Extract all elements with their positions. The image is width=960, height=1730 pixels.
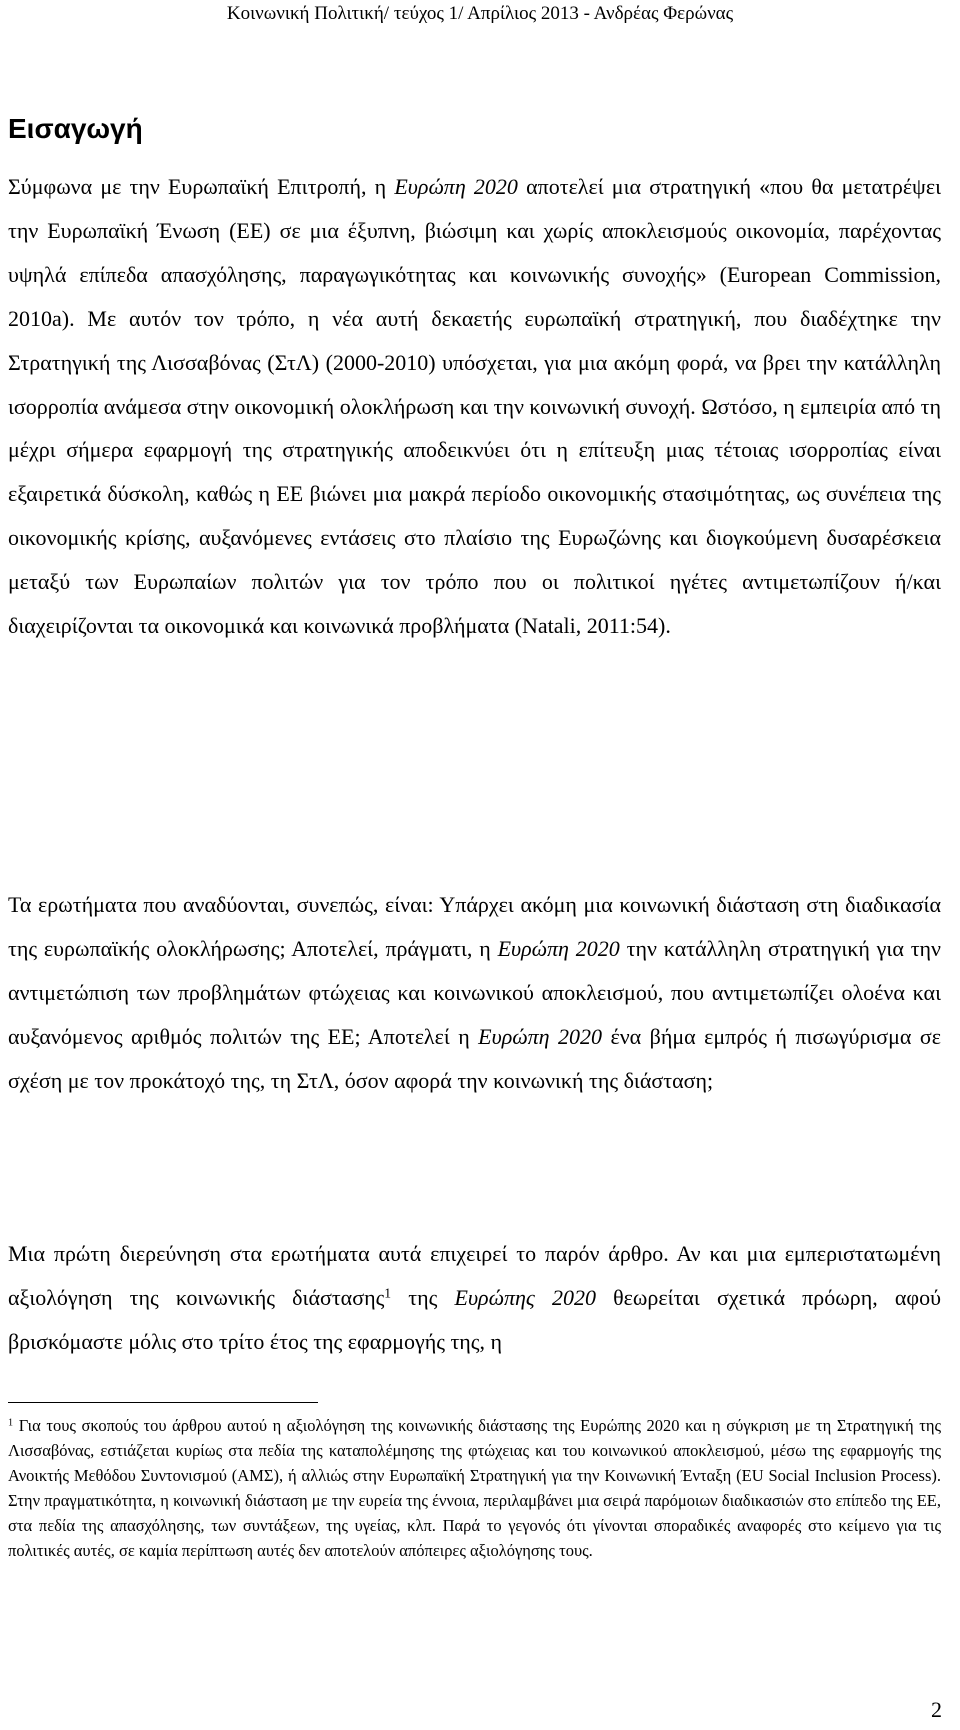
paragraph-text: Μια πρώτη διερεύνηση στα ερωτήματα αυτά επιχειρεί το παρόν άρθρο. Αν και μια εμπεριστατωμένη αξιολόγηση της κοινωνικής διάστασης: [8, 1241, 941, 1310]
footnote-separator: [8, 1402, 318, 1403]
footnote: [8, 1413, 941, 1564]
paragraph-text: Σύμφωνα με την Ευρωπαϊκή Επιτροπή, η: [8, 174, 395, 199]
italic-term: Ευρώπη 2020: [497, 935, 620, 961]
paragraph-1: [8, 165, 941, 648]
italic-term: Ευρώπης 2020: [454, 1284, 596, 1310]
italic-term: Ευρώπη 2020: [394, 174, 518, 199]
running-header: Κοινωνική Πολιτική/ τεύχος 1/ Απρίλιος 2013 - Ανδρέας Φερώνας: [226, 3, 734, 24]
section-title: Εισαγωγή: [8, 113, 143, 144]
footnote-text: Για τους σκοπούς του άρθρου αυτού η αξιολόγηση της κοινωνικής διάστασης της Ευρώπης 2020 και η σύγκριση με τη Στρατηγική της Λισσαβόνας, εστιάζεται κυρίως στα πεδία της καταπολέμησης της φτώχειας και του κοινωνικού αποκλεισμού, μέσω της εφαρμογής της Ανοικτής Μεθόδου Συντονισμού (ΑΜΣ), ή αλλιώς στην Ευρωπαϊκή Στρατηγική για την Κοινωνική Ένταξη (EU Social Inclusion Process). Στην πραγματικότητα, η κοινωνική διάσταση με την ευρεία της έννοια, περιλαμβάνει μια σειρά παρόμοιων διαδικασιών στο επίπεδο της ΕΕ, στα πεδία της απασχόλησης, των συντάξεων, της υγείας, κλπ. Παρά το γεγονός ότι γίνονται σποραδικές αναφορές στο κείμενο για τις πολιτικές αυτές, σε καμία περίπτωση αυτές δεν αποτελούν απόπειρες αξιολόγησης τους.: [8, 1416, 941, 1561]
footnote-number: 1: [8, 1417, 14, 1429]
italic-term: Ευρώπη 2020: [478, 1023, 603, 1049]
paragraph-text: την κατάλληλη στρατηγική για την αντιμετώπιση των προβλημάτων φτώχειας και κοινωνικού αποκλεισμού, που αντιμετωπίζει ολοένα και αυξανόμενος αριθμός πολιτών της ΕΕ; Αποτελεί η: [8, 935, 941, 1049]
paragraph-3: [8, 1232, 941, 1364]
footnote-reference[interactable]: 1: [384, 1285, 392, 1301]
paragraph-text: θεωρείται σχετικά πρόωρη, αφού βρισκόμαστε μόλις στο τρίτο έτος της εφαρμογής της, η: [8, 1284, 942, 1354]
paragraph-2: [8, 883, 941, 1103]
paragraph-text: της: [391, 1284, 455, 1310]
paragraph-text: Τα ερωτήματα που αναδύονται, συνεπώς, είναι: Υπάρχει ακόμη μια κοινωνική διάσταση στη διαδικασία της ευρωπαϊκής ολοκλήρωσης; Αποτελεί, πράγματι, η: [8, 892, 941, 961]
paragraph-text: αποτελεί μια στρατηγική «που θα μετατρέψει την Ευρωπαϊκή Ένωση (ΕΕ) σε μια έξυπνη, βιώσιμη και χωρίς αποκλεισμούς οικονομία, παρέχοντας υψηλά επίπεδα απασχόλησης, παραγωγικότητας και κοινωνικής συνοχής» (European Commission, 2010a). Με αυτόν τον τρόπο, η νέα αυτή δεκαετής ευρωπαϊκή στρατηγική, που διαδέχτηκε την Στρατηγική της Λισσαβόνας (ΣτΛ) (2000-2010) υπόσχεται, για μια ακόμη φορά, να βρει την κατάλληλη ισορροπία ανάμεσα στην οικονομική ολοκλήρωση και την κοινωνική συνοχή. Ωστόσο, η εμπειρία από τη μέχρι σήμερα εφαρμογή της στρατηγικής αποδεικνύει ότι η επίτευξη μιας τέτοιας ισορροπίας είναι εξαιρετικά δύσκολη, καθώς η ΕΕ βιώνει μια μακρά περίοδο οικονομικής στασιμότητας, ως συνέπεια της οικονομικής κρίσης, αυξανόμενες εντάσεις στο πλαίσιο της Ευρωζώνης και διογκούμενη δυσαρέσκεια μεταξύ των Ευρωπαίων πολιτών για τον τρόπο που οι πολιτικοί ηγέτες αντιμετωπίζουν ή/και διαχειρίζονται τα οικονομικά και κοινωνικά προβλήματα (Natali, 2011:54).: [8, 174, 941, 639]
page-number: 2: [931, 1697, 942, 1722]
paragraph-text: ένα βήμα εμπρός ή πισωγύρισμα σε σχέση με τον προκάτοχό της, τη ΣτΛ, όσον αφορά την κοινωνική της διάσταση;: [8, 1023, 941, 1093]
